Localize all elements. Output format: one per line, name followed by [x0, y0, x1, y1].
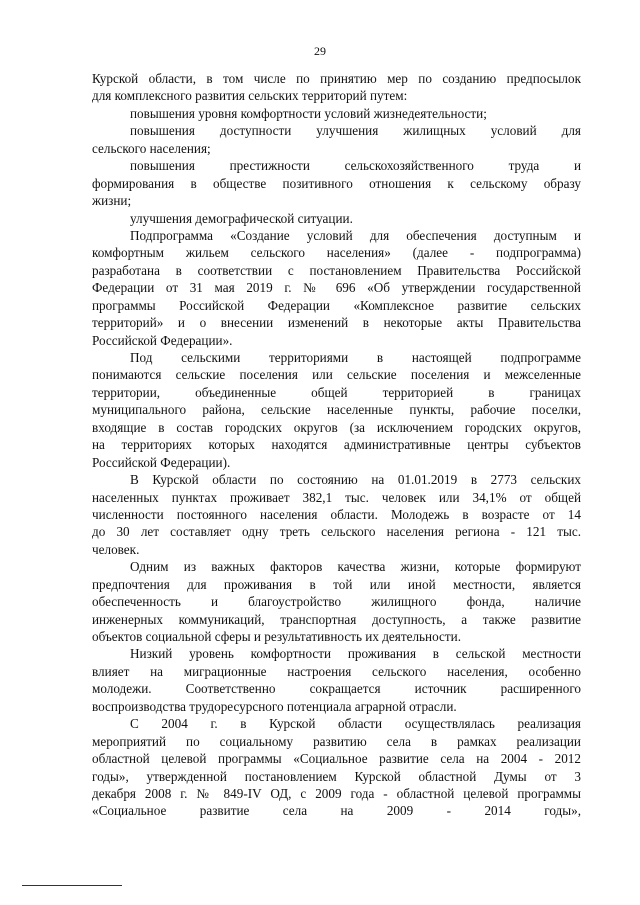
text-line: «Социальное развитие села на 2009 - 2014 годы», [92, 803, 581, 819]
text-line: воспроизводства трудоресурсного потенциала аграрной отрасли. [92, 698, 457, 714]
text-line: муниципального района, сельские населенные пункты, рабочие поселки, [92, 402, 581, 418]
text-line: инженерных коммуникаций, транспортная доступность, а также развитие [92, 611, 581, 627]
text-line: молодежи. Соответственно сокращается источник расширенного [92, 681, 581, 697]
page-number: 29 [314, 44, 326, 58]
text-line: Низкий уровень комфортности проживания в сельской местности [130, 646, 581, 662]
text-line: разработана в соответствии с постановлением Правительства Российской [92, 262, 581, 278]
text-line: влияет на миграционные настроения сельского населения, особенно [92, 663, 581, 679]
text-line: Российской Федерации). [92, 454, 231, 470]
text-line: улучшения демографической ситуации. [130, 210, 353, 226]
text-line: предпочтения для проживания в той или иной местности, является [92, 576, 581, 592]
text-line: Под сельскими территориями в настоящей подпрограмме [130, 350, 581, 365]
text-line: численности постоянного населения области. Молодежь в возрасте от 14 [92, 506, 581, 522]
text-line: повышения престижности сельскохозяйственного труда и [130, 158, 581, 174]
text-line: Курской области, в том числе по принятию мер по созданию предпосылок [92, 71, 581, 86]
text-line: областной целевой программы «Социальное развитие села на 2004 - 2012 [92, 751, 581, 767]
text-line: территорий» и о внесении изменений в некоторые акты Правительства [92, 315, 581, 331]
text-line: В Курской области по состоянию на 01.01.2019 в 2773 сельских [130, 472, 581, 488]
text-line: С 2004 г. в Курской области осуществлялась реализация [130, 716, 581, 732]
text-line: формирования в обществе позитивного отношения к сельскому образу [92, 175, 581, 191]
text-line: Российской Федерации». [92, 332, 233, 348]
text-line: на территориях которых находятся административные центры субъектов [92, 437, 581, 453]
text-line: обеспеченность и благоустройство жилищного фонда, наличие [92, 594, 581, 610]
text-line: программы Российской Федерации «Комплексное развитие сельских [92, 297, 581, 313]
text-line: годы», утвержденной постановлением Курской областной Думы от 3 [92, 768, 581, 784]
text-line: повышения уровня комфортности условий жизнедеятельности; [130, 105, 487, 121]
text-line: комфортным жильем сельского населения» (далее - подпрограмма) [92, 245, 581, 261]
text-line: Подпрограмма «Создание условий для обеспечения доступным и [130, 227, 581, 243]
text-line: до 30 лет составляет одну треть сельского населения региона - 121 тыс. [92, 524, 581, 540]
text-line: повышения доступности улучшения жилищных условий для [130, 123, 581, 139]
text-line: для комплексного развития сельских территорий путем: [92, 88, 408, 104]
text-line: мероприятий по социальному развитию села в рамках реализации [92, 733, 581, 749]
text-line: человек. [92, 541, 140, 557]
text-line: Федерации от 31 мая 2019 г. № 696 «Об утверждении государственной [92, 280, 581, 296]
text-line: Одним из важных факторов качества жизни, которые формируют [130, 559, 581, 575]
text-line: сельского населения; [92, 140, 211, 156]
text-line: понимаются сельские поселения или сельские поселения и межселенные [92, 367, 581, 383]
text-line: жизни; [92, 193, 132, 209]
text-line: населенных пунктах проживает 382,1 тыс. человек или 34,1% от общей [92, 489, 581, 505]
text-line: объектов социальной сферы и результативность их деятельности. [92, 629, 462, 644]
text-line: входящие в состав городских округов (за исключением городских округов, [92, 419, 581, 435]
body-text [92, 70, 581, 820]
footnote-separator [22, 885, 122, 886]
text-line: декабря 2008 г. № 849-IV ОД, с 2009 года - областной целевой программы [92, 785, 581, 801]
text-line: территории, объединенные общей территорией в границах [92, 384, 581, 400]
